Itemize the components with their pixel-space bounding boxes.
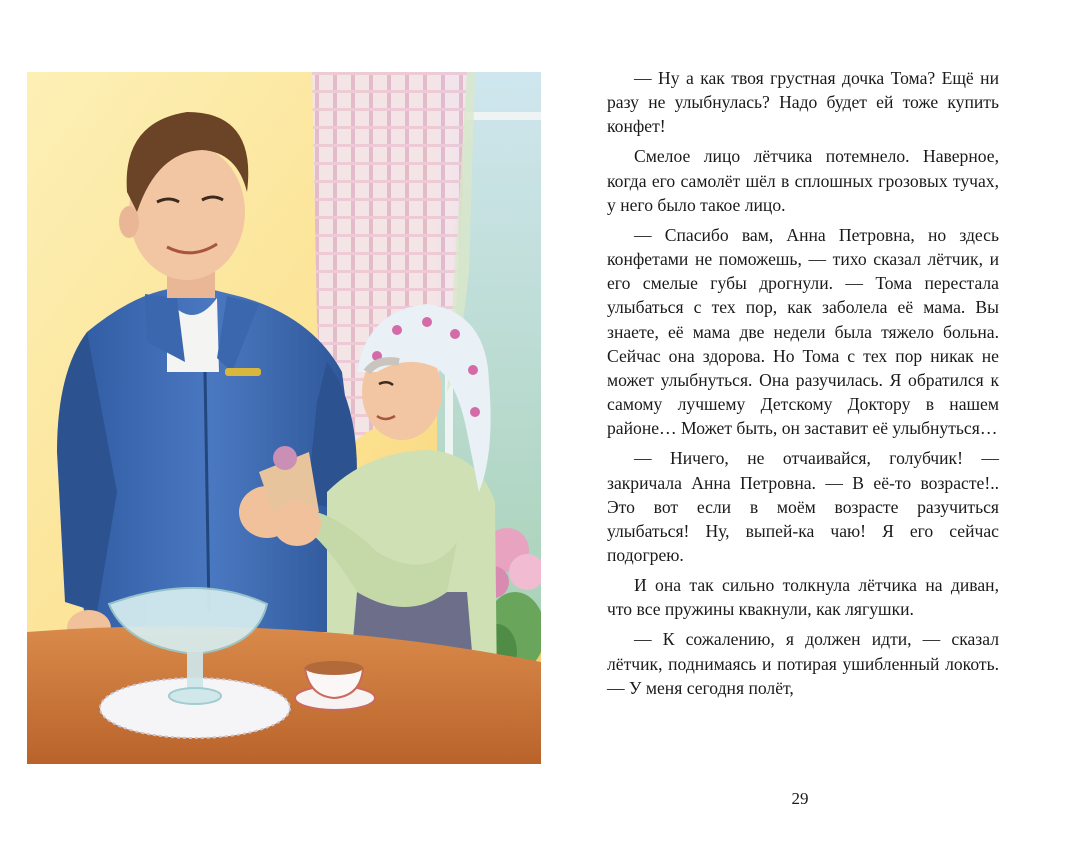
paragraph: Смелое лицо лётчика потемнело. Наверное, когда его самолёт шёл в сплошных грозовых тучах, у него было такое лицо. — [607, 146, 999, 215]
page-number: 29 — [791, 789, 809, 808]
illustration-pilot-and-anna-petrovna — [27, 72, 541, 764]
paragraph: — Ничего, не отчаивайся, голубчик! — закричала Анна Петровна. — В её-то возрасте!.. Это вот если в моём возрасте разучиться улыбаться! Ну, выпей-ка чаю! Я его сейчас подогрею. — [607, 448, 999, 565]
paragraph: — Ну а как твоя грустная дочка Тома? Ещё ни разу не улыбнулась? Надо будет ей тоже купить конфет! — [607, 68, 999, 137]
paragraph: И она так сильно толкнула лётчика на диван, что все пружины квакнули, как лягушки. — [607, 575, 999, 620]
paragraph: — К сожалению, я должен идти, — сказал лётчик, поднимаясь и потирая ушибленный локоть. — У меня сегодня полёт, — [607, 629, 999, 698]
paragraph: — Спасибо вам, Анна Петровна, но здесь конфетами не поможешь, — тихо сказал лётчик, и его смелые губы дрогнули. — Тома перестала улыбаться с тех пор, как заболела её мама. Вы знаете, её мама две недели была тяжело больна. Сейчас она здорова. Но Тома с тех пор никак не может улыбнуться. Она разучилась. Я обратился к самому лучшему Детскому Доктору в нашем районе… Может быть, он заставит её улыбнуться… — [607, 224, 999, 439]
story-text — [607, 66, 999, 706]
